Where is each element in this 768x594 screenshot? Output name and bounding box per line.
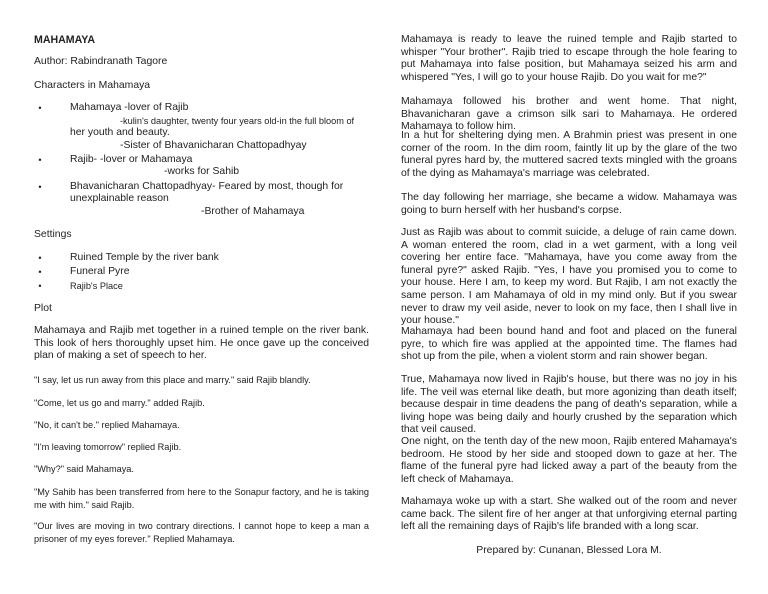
story-title: MAHAMAYA [34, 34, 96, 46]
characters-heading: Characters in Mahamaya [34, 80, 151, 91]
character-mahamaya-desc: -kulin's daughter, twenty four years old-in the full bloom of [120, 116, 355, 126]
dialogue-line: "I'm leaving tomorrow" replied Rajib. [34, 442, 182, 452]
story-paragraph: Just as Rajib was about to commit suicide, a deluge of rain came down. A woman entered the room, clad in a wet garment, with a long veil covering her entire face. "Mahamaya, have you come away from the funeral pyre?" asked Rajib. "Yes, I have you promised you to come to your house. Here I am, to keep my word. But Rajib, I am not exactly the same person. I am Mahamaya of old in my mind only. But if you swear never to draw my veil aside, never to look on my face, then I shall live in your house." [401, 227, 737, 327]
bullet-icon: • [38, 253, 42, 263]
story-paragraph: Mahamaya followed his brother and went home. That night, Bhavanicharan gave a crimson silk sari to Mahamaya. He ordered Mahamaya to follow him. [401, 96, 737, 133]
story-paragraph: In a hut for sheltering dying men. A Brahmin priest was present in one corner of the room. In the dim room, faintly lit up by the glare of the two funeral pyres hard by, the muttered sacred texts mingled with the groans of the dying as Mahamaya's marriage was celebrated. [401, 130, 737, 179]
credit-line: Prepared by: Cunanan, Blessed Lora M. [476, 545, 662, 556]
dialogue-line: "Come, let us go and marry." added Rajib. [34, 398, 205, 408]
story-paragraph: One night, on the tenth day of the new moon, Rajib entered Mahamaya's bedroom. He stood by her side and stooped down to gaze at her. The flame of the funeral pyre had licked away a part of the beauty from the left check of Mahamaya. [401, 436, 737, 485]
character-mahamaya-desc-cont: her youth and beauty. [70, 127, 170, 138]
setting-item: Rajib's Place [70, 281, 123, 291]
dialogue-line: "Our lives are moving in two contrary directions. I cannot hope to keep a man a prisoner of my eyes forever." Replied Mahamaya. [34, 521, 369, 544]
dialogue-line: "My Sahib has been transferred from here to the Sonapur factory, and he is taking me with him." said Rajib. [34, 487, 369, 510]
bullet-icon: • [38, 103, 42, 113]
plot-heading: Plot [34, 303, 52, 314]
character-bhavanicharan-relation: -Brother of Mahamaya [201, 206, 305, 217]
plot-intro-paragraph: Mahamaya and Rajib met together in a ruined temple on the river bank. This look of hers thoroughly upset him. He once gave up the conceived plan of making a set of speech to her. [34, 325, 369, 362]
character-rajib-name: Rajib- -lover or Mahamaya [70, 154, 193, 165]
story-paragraph: Mahamaya woke up with a start. She walked out of the room and never came back. The silent fire of her anger at that unforgiving eternal parting left all the remaining days of Rajib's life branded with a long scar. [401, 496, 737, 533]
bullet-icon: • [38, 155, 42, 165]
setting-item: Ruined Temple by the river bank [70, 252, 219, 263]
character-rajib-desc: -works for Sahib [164, 166, 240, 177]
character-mahamaya-name: Mahamaya -lover of Rajib [70, 102, 189, 113]
story-paragraph: Mahamaya is ready to leave the ruined temple and Rajib started to whisper "Your brother". Rajib tried to escape through the hole fearing to put Mahamaya into false position, but Mahamaya seized his arm and whispered "Yes, I will go to your house Rajib. Do you wait for me?" [401, 34, 737, 83]
dialogue-line: "Why?" said Mahamaya. [34, 464, 134, 474]
settings-heading: Settings [34, 229, 72, 240]
bullet-icon: • [38, 281, 42, 291]
character-mahamaya-relation: -Sister of Bhavanicharan Chattopadhyay [120, 140, 307, 151]
setting-item: Funeral Pyre [70, 266, 130, 277]
story-paragraph: Mahamaya had been bound hand and foot and placed on the funeral pyre, to which fire was applied at the appointed time. The flames had shot up from the pile, when a violent storm and rain shower began. [401, 326, 737, 363]
story-paragraph: True, Mahamaya now lived in Rajib's house, but there was no joy in his life. The veil was eternal like death, but more agonizing than death itself; because despair in time deadens the pang of death's separation, while a living hope was being daily and hourly crushed by the separation which that veil caused. [401, 374, 737, 436]
bullet-icon: • [38, 267, 42, 277]
dialogue-line: "I say, let us run away from this place and marry." said Rajib blandly. [34, 375, 311, 385]
character-bhavanicharan-desc: unexplainable reason [70, 193, 169, 204]
story-paragraph: The day following her marriage, she became a widow. Mahamaya was going to burn herself with her husband's corpse. [401, 192, 737, 216]
bullet-icon: • [38, 182, 42, 192]
character-bhavanicharan-name: Bhavanicharan Chattopadhyay- Feared by most, though for [70, 181, 344, 192]
author-line: Author: Rabindranath Tagore [34, 56, 168, 67]
dialogue-line: "No, it can't be." replied Mahamaya. [34, 420, 180, 430]
